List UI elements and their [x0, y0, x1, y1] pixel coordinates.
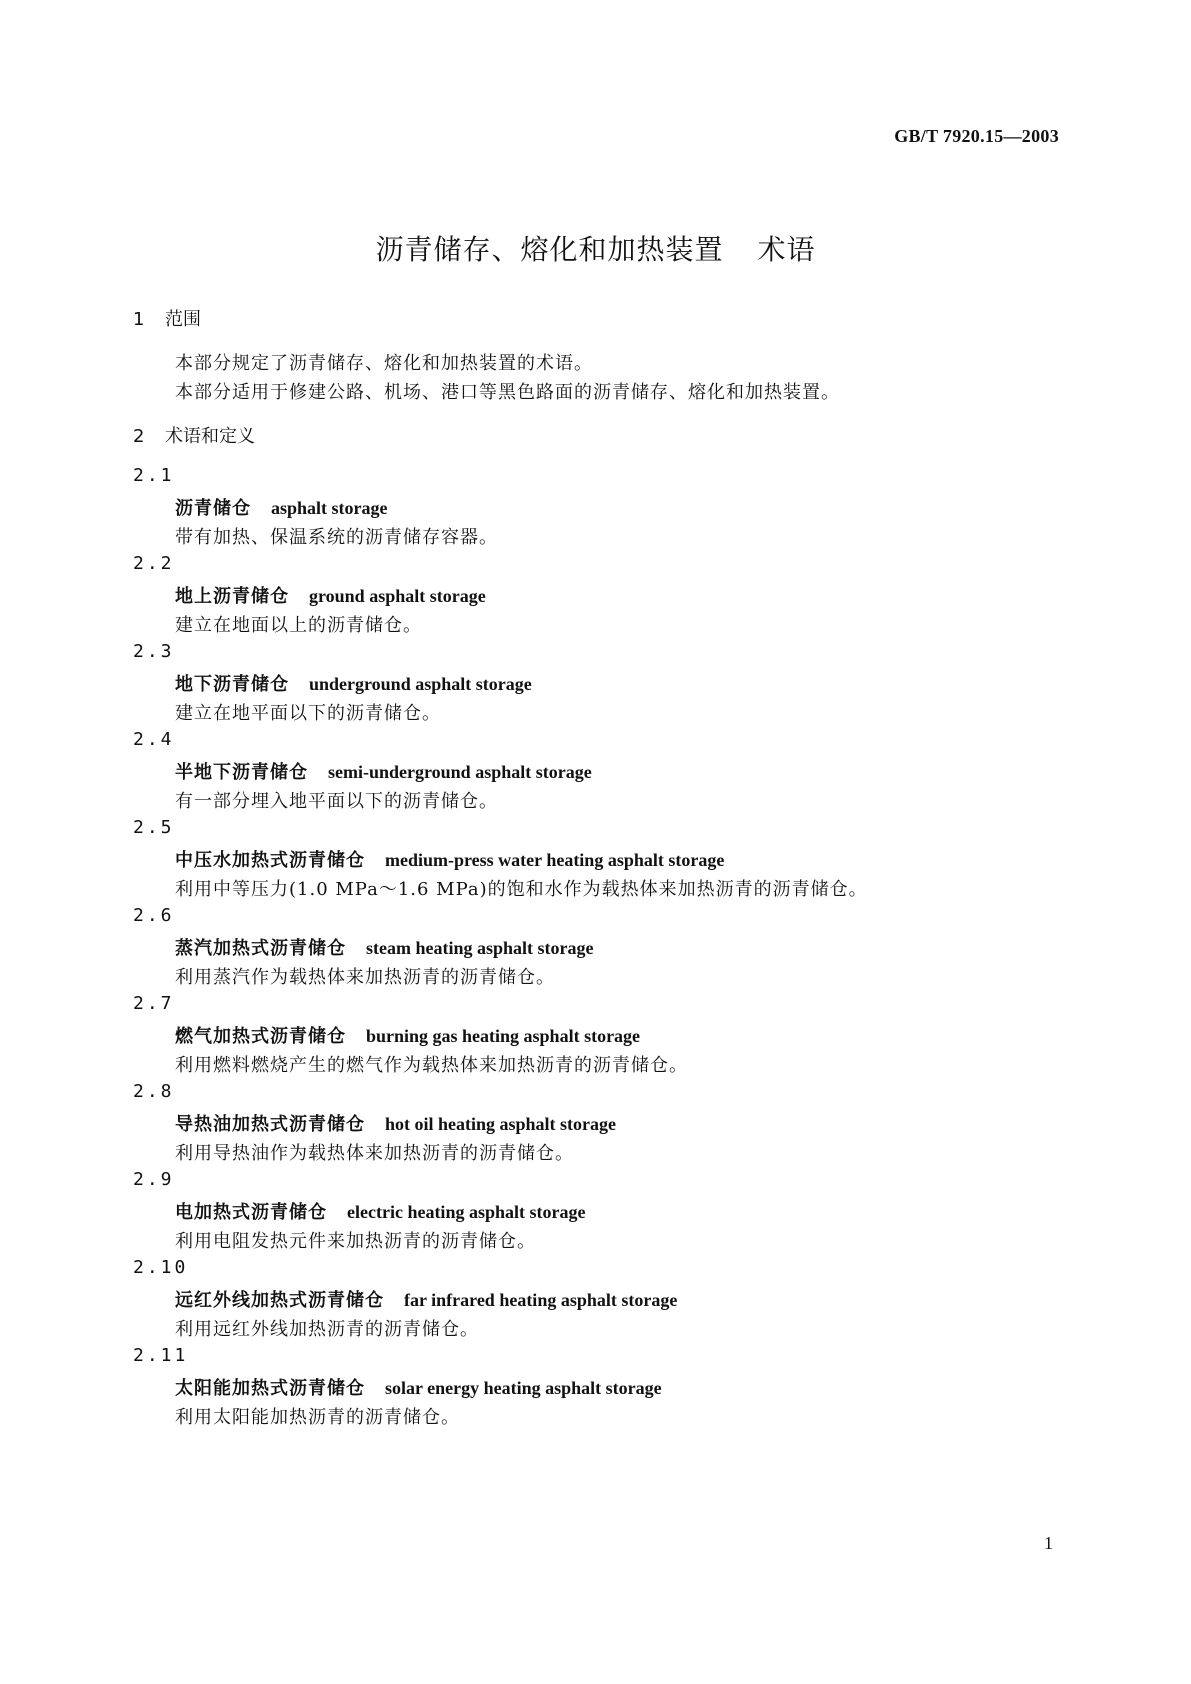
term-name-english: steam heating asphalt storage — [366, 938, 594, 958]
term-name-chinese: 蒸汽加热式沥青储仓 — [175, 938, 346, 959]
term-name — [175, 758, 592, 784]
term-number: 2.3 — [133, 641, 175, 662]
term-number: 2.9 — [133, 1169, 175, 1190]
term-name — [175, 1198, 585, 1224]
term-name-chinese: 导热油加热式沥青储仓 — [175, 1114, 365, 1135]
term-name-chinese: 地下沥青储仓 — [175, 674, 289, 695]
term-name-english: far infrared heating asphalt storage — [404, 1290, 678, 1310]
term-name-chinese: 地上沥青储仓 — [175, 586, 289, 607]
term-name-english: ground asphalt storage — [309, 586, 486, 606]
section-2-number: 2 — [133, 426, 145, 447]
term-name — [175, 1374, 662, 1400]
term-name-english: underground asphalt storage — [309, 674, 532, 694]
term-name-english: solar energy heating asphalt storage — [385, 1378, 662, 1398]
term-name — [175, 670, 532, 696]
term-definition: 利用蒸汽作为载热体来加热沥青的沥青储仓。 — [175, 967, 555, 988]
term-name-english: medium-press water heating asphalt storage — [385, 850, 725, 870]
term-definition: 利用电阻发热元件来加热沥青的沥青储仓。 — [175, 1231, 536, 1252]
term-definition: 利用远红外线加热沥青的沥青储仓。 — [175, 1319, 479, 1340]
term-definition: 利用中等压力(1.0 MPa～1.6 MPa)的饱和水作为载热体来加热沥青的沥青储仓。 — [175, 879, 868, 900]
term-number: 2.4 — [133, 729, 175, 750]
term-name-english: electric heating asphalt storage — [347, 1202, 586, 1222]
term-definition: 带有加热、保温系统的沥青储存容器。 — [175, 527, 498, 548]
document-title-sub: 术语 — [757, 233, 816, 266]
document-title — [0, 228, 1191, 268]
section-1-heading — [133, 305, 201, 331]
term-definition: 有一部分埋入地平面以下的沥青储仓。 — [175, 791, 498, 812]
scope-paragraph: 本部分适用于修建公路、机场、港口等黑色路面的沥青储存、熔化和加热装置。 — [175, 382, 840, 403]
section-1-number: 1 — [133, 309, 145, 330]
term-name-english: asphalt storage — [271, 498, 388, 518]
term-name-english: burning gas heating asphalt storage — [366, 1026, 641, 1046]
section-1-title: 范围 — [165, 309, 201, 330]
term-name — [175, 1110, 616, 1136]
section-2-heading — [133, 422, 255, 448]
term-name-chinese: 半地下沥青储仓 — [175, 762, 308, 783]
standard-code: GB/T 7920.15—2003 — [894, 126, 1059, 146]
term-name-chinese: 电加热式沥青储仓 — [175, 1202, 327, 1223]
term-name — [175, 1022, 640, 1048]
term-name — [175, 494, 388, 520]
term-number: 2.2 — [133, 553, 175, 574]
term-definition: 建立在地平面以下的沥青储仓。 — [175, 703, 441, 724]
term-definition: 利用导热油作为载热体来加热沥青的沥青储仓。 — [175, 1143, 574, 1164]
term-name — [175, 582, 486, 608]
term-name — [175, 934, 594, 960]
term-name-chinese: 太阳能加热式沥青储仓 — [175, 1378, 365, 1399]
scope-paragraph: 本部分规定了沥青储存、熔化和加热装置的术语。 — [175, 353, 593, 374]
term-name-chinese: 燃气加热式沥青储仓 — [175, 1026, 346, 1047]
term-number: 2.10 — [133, 1257, 189, 1278]
term-number: 2.11 — [133, 1345, 189, 1366]
term-definition: 建立在地面以上的沥青储仓。 — [175, 615, 422, 636]
term-name-chinese: 远红外线加热式沥青储仓 — [175, 1290, 384, 1311]
term-name-chinese: 沥青储仓 — [175, 498, 251, 519]
term-number: 2.1 — [133, 465, 175, 486]
page-number: 1 — [1044, 1533, 1053, 1553]
term-name — [175, 1286, 677, 1312]
document-title-main: 沥青储存、熔化和加热装置 — [375, 233, 724, 266]
term-number: 2.7 — [133, 993, 175, 1014]
term-number: 2.5 — [133, 817, 175, 838]
section-2-title: 术语和定义 — [165, 426, 255, 447]
term-name-english: hot oil heating asphalt storage — [385, 1114, 617, 1134]
term-number: 2.6 — [133, 905, 175, 926]
term-name-english: semi-underground asphalt storage — [328, 762, 592, 782]
term-definition: 利用燃料燃烧产生的燃气作为载热体来加热沥青的沥青储仓。 — [175, 1055, 688, 1076]
term-number: 2.8 — [133, 1081, 175, 1102]
term-definition: 利用太阳能加热沥青的沥青储仓。 — [175, 1407, 460, 1428]
term-name — [175, 846, 724, 872]
term-name-chinese: 中压水加热式沥青储仓 — [175, 850, 365, 871]
